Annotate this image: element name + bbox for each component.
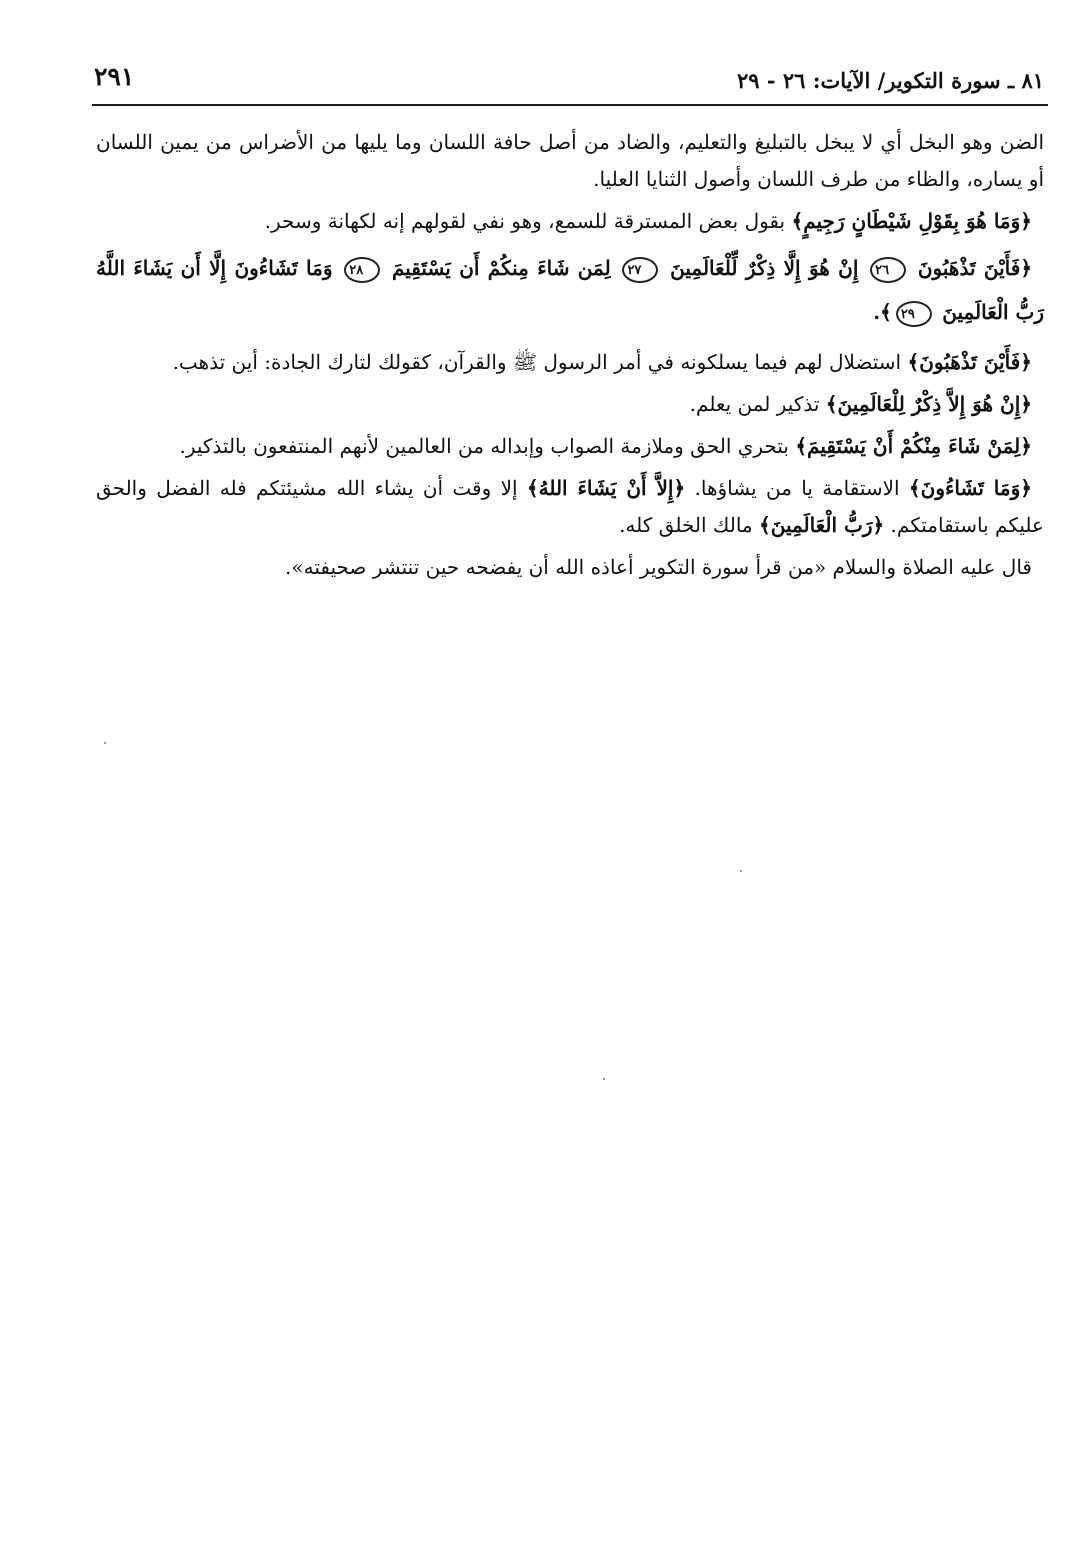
paragraph-1: [96, 124, 1044, 198]
paragraph-7: [96, 549, 1044, 586]
paragraph-5: [96, 428, 1044, 465]
commentary-text-1: الاستقامة يا من يشاؤها.: [685, 476, 909, 500]
header-title: ٨١ ـ سورة التكوير/ الآيات: ٢٦ - ٢٩: [736, 68, 1044, 93]
commentary-text: استضلال لهم فيما يسلكونه في أمر الرسول ﷺ والقرآن، كقولك لتارك الجادة: أين تذهب.: [172, 350, 908, 374]
quran-quote: ﴿وَمَا هُوَ بِقَوْلِ شَيْطَانٍ رَجِيمٍ﴾: [791, 209, 1032, 233]
ayah-number-29: ٢٩: [896, 301, 932, 327]
quran-quote-1: ﴿وَمَا تَشَاءُونَ﴾: [908, 476, 1032, 500]
verse-open-bracket: ﴿: [1020, 256, 1033, 280]
paragraph-4: [96, 386, 1044, 423]
quran-quote: ﴿فَأَيْنَ تَذْهَبُونَ﴾: [907, 350, 1032, 374]
ayah-number-28: ٢٨: [344, 257, 380, 283]
page-body: [96, 124, 1044, 591]
commentary-text-2: إلا وقت أن يشاء الله مشيئتكم فله الفضل والحق عليكم باستقامتكم.: [96, 476, 1044, 537]
running-header: [92, 60, 1050, 100]
quran-quote-2: ﴿إِلاَّ أَنْ يَشَاءَ اللهُ﴾: [526, 476, 686, 500]
quran-quote: ﴿إِنْ هُوَ إِلاَّ ذِكْرٌ لِلْعَالَمِينَ﴾: [825, 392, 1032, 416]
quran-quote-3: ﴿رَبُّ الْعَالَمِينَ﴾: [759, 513, 885, 537]
commentary-text: بقول بعض المسترقة للسمع، وهو نفي لقولهم إنه لكهانة وسحر.: [264, 209, 792, 233]
quran-quote: ﴿لِمَنْ شَاءَ مِنْكُمْ أَنْ يَسْتَقِيمَ﴾: [795, 434, 1032, 458]
verse-close-bracket: ﴾.: [873, 300, 892, 324]
paragraph-1-text: الضن وهو البخل أي لا يبخل بالتبليغ والتعليم، والضاد من أصل حافة اللسان وما يليها من الأضراس من يمين اللسان أو يساره، والظاء من طرف اللسان وأصول الثنايا العليا.: [96, 130, 1044, 191]
commentary-text: تذكير لمن يعلم.: [689, 392, 826, 416]
commentary-text: بتحري الحق وملازمة الصواب وإبداله من العالمين لأنهم المنتفعون بالتذكير.: [179, 434, 796, 458]
paragraph-3: [96, 344, 1044, 381]
ayah-number-26: ٢٦: [870, 257, 906, 283]
commentary-text-3: مالك الخلق كله.: [619, 513, 759, 537]
verse-28: لِمَن شَاءَ مِنكُمْ أَن يَسْتَقِيمَ: [391, 256, 611, 280]
verse-29: وَمَا تَشَاءُونَ إِلَّا أَن يَشَاءَ اللَّهُ رَبُّ الْعَالَمِينَ: [96, 256, 1044, 324]
verses-block: [96, 246, 1044, 334]
verse-26: فَأَيْنَ تَذْهَبُونَ: [917, 256, 1021, 280]
paragraph-6: [96, 470, 1044, 544]
ayah-number-27: ٢٧: [622, 257, 658, 283]
paragraph-2: [96, 203, 1044, 240]
header-divider: [92, 104, 1048, 106]
hadith-text: قال عليه الصلاة والسلام «من قرأ سورة التكوير أعاذه الله أن يفضحه حين تنتشر صحيفته».: [285, 555, 1032, 579]
page-number: ٢٩١: [94, 62, 135, 91]
verse-27: إِنْ هُوَ إِلَّا ذِكْرٌ لِّلْعَالَمِينَ: [670, 256, 859, 280]
